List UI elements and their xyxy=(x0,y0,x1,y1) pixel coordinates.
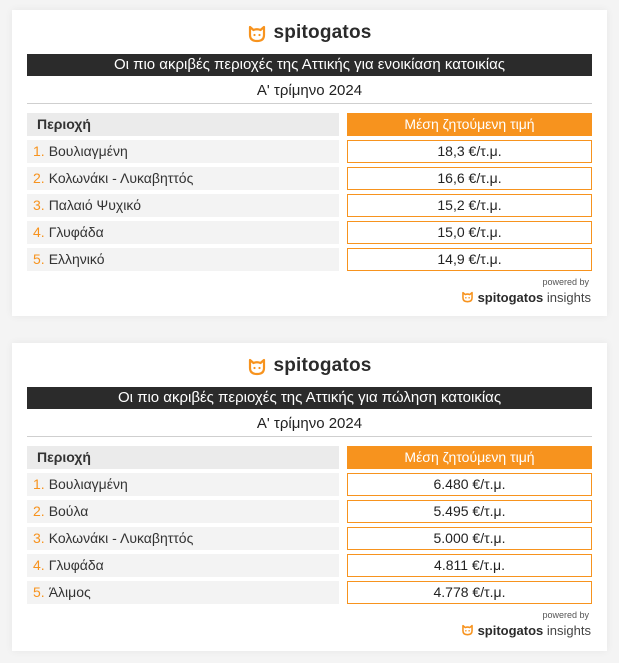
rent-card xyxy=(12,10,607,316)
area-name: Κολωνάκι - Λυκαβηττός xyxy=(48,170,194,186)
area-name: Κολωνάκι - Λυκαβηττός xyxy=(48,530,194,546)
table-row-area xyxy=(27,221,339,244)
header-area: Περιοχή xyxy=(27,113,339,136)
area-name: Γλυφάδα xyxy=(48,224,104,240)
area-name: Παλαιό Ψυχικό xyxy=(48,197,141,213)
area-name: Γλυφάδα xyxy=(48,557,104,573)
logo xyxy=(12,355,607,379)
table-row-price: 5.000 €/τ.μ. xyxy=(347,527,592,550)
header-area: Περιοχή xyxy=(27,446,339,469)
cat-logo-icon xyxy=(461,623,474,636)
table-title: Οι πιο ακριβές περιοχές της Αττικής για ενοικίαση κατοικίας xyxy=(27,54,592,76)
table-row-price: 15,0 €/τ.μ. xyxy=(347,221,592,244)
powered-by-label: powered by xyxy=(542,277,589,287)
insights-brand-name: spitogatos xyxy=(477,623,544,638)
table-row-area xyxy=(27,527,339,550)
sale-card xyxy=(12,343,607,651)
insights-brand xyxy=(461,290,591,305)
rank-number: 2. xyxy=(33,503,45,519)
rank-number: 5. xyxy=(33,251,45,267)
insights-brand-name: spitogatos xyxy=(477,290,544,305)
cat-logo-icon xyxy=(461,290,474,303)
table-row-price: 15,2 €/τ.μ. xyxy=(347,194,592,217)
table-row-area xyxy=(27,140,339,163)
rank-number: 4. xyxy=(33,224,45,240)
table-row-price: 14,9 €/τ.μ. xyxy=(347,248,592,271)
rank-number: 1. xyxy=(33,476,45,492)
rank-number: 4. xyxy=(33,557,45,573)
table-row-area xyxy=(27,500,339,523)
cat-logo-icon xyxy=(247,356,267,376)
rank-number: 2. xyxy=(33,170,45,186)
header-price: Μέση ζητούμενη τιμή xyxy=(347,113,592,136)
rank-number: 3. xyxy=(33,530,45,546)
rank-number: 3. xyxy=(33,197,45,213)
table-row-area xyxy=(27,167,339,190)
insights-brand-suffix: insights xyxy=(546,290,591,305)
area-name: Βουλιαγμένη xyxy=(48,143,128,159)
rank-number: 5. xyxy=(33,584,45,600)
insights-brand-suffix: insights xyxy=(546,623,591,638)
area-name: Ελληνικό xyxy=(48,251,105,267)
table-row-price: 4.778 €/τ.μ. xyxy=(347,581,592,604)
powered-by-label: powered by xyxy=(542,610,589,620)
table-subtitle: Α' τρίμηνο 2024 xyxy=(27,412,592,437)
logo-text: spitogatos xyxy=(273,355,372,376)
area-name: Άλιμος xyxy=(48,584,91,600)
rank-number: 1. xyxy=(33,143,45,159)
table-title: Οι πιο ακριβές περιοχές της Αττικής για πώληση κατοικίας xyxy=(27,387,592,409)
logo xyxy=(12,22,607,46)
table-row-area xyxy=(27,473,339,496)
header-price: Μέση ζητούμενη τιμή xyxy=(347,446,592,469)
table-row-area xyxy=(27,248,339,271)
area-name: Βούλα xyxy=(48,503,89,519)
table-row-price: 6.480 €/τ.μ. xyxy=(347,473,592,496)
table-subtitle: Α' τρίμηνο 2024 xyxy=(27,79,592,104)
table-row-price: 4.811 €/τ.μ. xyxy=(347,554,592,577)
table-row-price: 18,3 €/τ.μ. xyxy=(347,140,592,163)
table-row-area xyxy=(27,554,339,577)
logo-text: spitogatos xyxy=(273,22,372,43)
insights-brand xyxy=(461,623,591,638)
table-row-price: 16,6 €/τ.μ. xyxy=(347,167,592,190)
table-row-price: 5.495 €/τ.μ. xyxy=(347,500,592,523)
area-name: Βουλιαγμένη xyxy=(48,476,128,492)
table-row-area xyxy=(27,581,339,604)
cat-logo-icon xyxy=(247,23,267,43)
table-row-area xyxy=(27,194,339,217)
